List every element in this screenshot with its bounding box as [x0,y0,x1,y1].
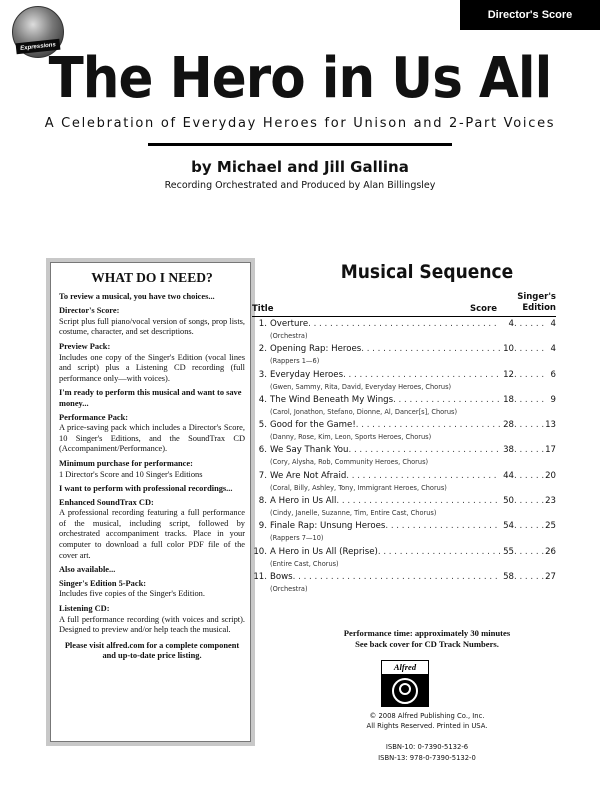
score-page: 10 [503,344,514,355]
song-line [252,344,556,356]
closing-note: Please visit alfred.com for a complete component and up-to-date price listing. [64,640,240,661]
sequence-title: Musical Sequence [340,261,514,283]
five-pack-head: Singer's Edition 5-Pack: [59,578,147,588]
singers-edition-page: 9 [550,394,556,405]
song-row [252,420,556,445]
singers-edition-page: 4 [550,319,556,329]
leader-dots [514,420,544,430]
song-title: Finale Rap: Unsung Heroes [270,521,386,532]
song-title: Opening Rap: Heroes [270,344,362,355]
score-page: 50 [503,496,514,507]
song-number: 11. [253,571,267,582]
song-row [252,572,556,597]
song-title: Bows [270,571,293,582]
singers-edition-page: 23 [545,496,556,507]
directors-score-badge: Director's Score [460,0,600,30]
score-page: 4 [508,319,514,329]
singers-edition-page: 13 [545,420,556,431]
leader-dots [336,496,500,506]
singers-edition-page: 26 [545,546,556,557]
authors: by Michael and Jill Gallina [191,158,409,176]
leader-dots [346,471,500,481]
legal [262,712,592,731]
leader-dots [356,420,500,430]
song-title: We Are Not Afraid [270,470,347,481]
song-cast: (Orchestra) [270,332,308,340]
leader-dots [514,521,544,531]
rights: All Rights Reserved. Printed in USA. [366,721,488,730]
leader-dots [343,370,500,380]
song-line [252,445,556,457]
song-row [252,496,556,521]
column-score: Score [470,304,497,314]
singers-edition-page: 20 [545,470,556,481]
song-number: 7. [258,470,267,481]
music-note-icon [392,678,418,704]
singers-edition-page: 4 [550,344,556,355]
song-cast: (Carol, Jonathon, Stefano, Dionne, Al, Dancer[s], Chorus) [270,407,458,416]
song-number: 9. [258,521,267,532]
song-cast: (Danny, Rose, Kim, Leon, Sports Heroes, Chorus) [270,433,432,442]
song-cast: (Cindy, Janelle, Suzanne, Tim, Entire Cast, Chorus) [270,509,437,518]
leader-dots [514,471,544,481]
score-page: 12 [503,369,514,380]
score-page: 54 [503,521,514,532]
column-singer-line2: Edition [522,303,556,313]
box-heading: WHAT DO I NEED? [91,270,213,285]
song-number: 2. [258,344,267,355]
subtitle: A Celebration of Everyday Heroes for Unison and 2-Part Voices [44,116,556,131]
leader-dots [514,344,544,354]
performance-info [262,628,592,650]
song-number: 4. [258,394,267,405]
song-cast: (Rappers 7—10) [270,534,324,543]
song-cast: (Entire Cast, Chorus) [270,559,339,568]
song-line [252,521,556,533]
song-row [252,395,556,420]
what-do-i-need-box [50,262,251,742]
song-list [252,319,556,597]
song-title: We Say Thank You [270,445,349,456]
song-number: 6. [258,445,267,456]
produced-by: Recording Orchestrated and Produced by Alan Billingsley [164,180,436,191]
column-singer-line1: Singer's [517,292,556,302]
song-title: Overture [270,319,309,329]
leader-dots [393,395,500,405]
leader-dots [308,319,500,329]
ready-head: I'm ready to perform this musical and want to save money... [59,388,242,408]
minimum-head: Minimum purchase for performance: [59,458,193,468]
leader-dots [514,370,544,380]
enhanced-text: A professional recording featuring a full performance of the musical, including script, followed by orchestrated accompaniment tracks. Place in your computer to download a full color PDF file of the cover art. [59,508,245,560]
leader-dots [348,445,500,455]
leader-dots [514,547,544,557]
leader-dots [514,319,544,329]
leader-dots [514,395,544,405]
song-number: 3. [258,369,267,380]
score-page: 55 [503,546,514,557]
preview-pack-head: Preview Pack: [59,341,111,351]
singers-edition-page: 25 [545,521,556,532]
song-title: Everyday Heroes [270,369,344,380]
song-title: Good for the Game! [270,420,356,431]
leader-dots [378,547,500,557]
song-number: 5. [258,420,267,431]
song-line [252,496,556,508]
singers-edition-page: 6 [550,369,556,380]
song-row [252,319,556,344]
title-rule [148,143,452,146]
performance-time: Performance time: approximately 30 minutes [343,628,511,638]
song-row [252,445,556,470]
preview-pack-text: Includes one copy of the Singer's Edition (vocal lines and script) plus a Listening CD recording (full performance only—with voices). [59,352,245,383]
isbn-block [262,742,592,763]
five-pack-text: Includes five copies of the Singer's Edition. [59,589,205,599]
leader-dots [361,344,500,354]
column-title: Title [252,304,274,314]
song-line [252,471,556,483]
song-line [252,370,556,382]
song-number: 10. [253,546,267,557]
isbn-13: ISBN-13: 978-0-7390-5132-0 [378,753,476,762]
song-title: A Hero in Us All [270,496,337,507]
score-page: 44 [503,470,514,481]
listening-head: Listening CD: [59,604,110,614]
score-page: 38 [503,445,514,456]
enhanced-head: Enhanced SoundTrax CD: [59,497,154,507]
leader-dots [514,572,544,582]
performance-pack-text: A price-saving pack which includes a Director's Score, 10 Singer's Editions, and the SoundTrax CD (Accompaniment/Performance). [59,423,245,454]
leader-dots [514,496,544,506]
leader-dots [385,521,500,531]
song-title: The Wind Beneath My Wings [270,394,394,405]
singers-edition-page: 27 [545,571,556,582]
leader-dots [293,572,500,582]
also-head: Also available... [59,565,116,575]
song-cast: (Cory, Alysha, Rob, Community Heroes, Chorus) [270,458,429,467]
listening-text: A full performance recording (with voices and script). Designed to preview and/or help teach the musical. [59,614,245,635]
song-row [252,521,556,546]
singers-edition-page: 17 [545,445,556,456]
leader-dots [514,445,544,455]
isbn-10: ISBN-10: 0-7390-5132-6 [385,743,469,751]
song-cast: (Gwen, Sammy, Rita, David, Everyday Heroes, Chorus) [270,382,452,391]
song-number: 8. [258,496,267,507]
song-row [252,370,556,395]
score-page: 28 [503,420,514,431]
column-singers-edition [512,292,556,314]
song-cast: (Coral, Billy, Ashley, Tony, Immigrant Heroes, Chorus) [270,483,447,492]
song-row [252,471,556,496]
column-rule [252,316,556,317]
song-line [252,319,556,331]
song-row [252,547,556,572]
box-intro: To review a musical, you have two choices... [59,291,215,301]
score-page: 58 [503,571,514,582]
song-line [252,420,556,432]
alfred-logo-text: Alfred [382,661,428,674]
song-line [252,572,556,584]
logo-text: Expressions [16,39,61,55]
song-title: A Hero in Us All (Reprise) [270,546,378,557]
score-page: 18 [503,394,514,405]
song-row [252,344,556,369]
song-line [252,395,556,407]
directors-score-text: Script plus full piano/vocal version of songs, prop lists, costume, character, and set descriptions. [59,316,245,337]
copyright: © 2008 Alfred Publishing Co., Inc. [369,712,485,720]
performance-pack-head: Performance Pack: [59,412,129,422]
song-cast: (Orchestra) [270,584,308,593]
want-head: I want to perform with professional recordings... [59,484,233,494]
directors-score-head: Director's Score: [59,306,120,316]
song-cast: (Rappers 1—6) [270,357,320,366]
alfred-logo [381,660,429,707]
track-note: See back cover for CD Track Numbers. [355,639,499,649]
song-number: 1. [258,319,267,329]
page-title: The Hero in Us All [48,46,552,111]
minimum-text: 1 Director's Score and 10 Singer's Editions [59,469,203,479]
song-line [252,547,556,559]
